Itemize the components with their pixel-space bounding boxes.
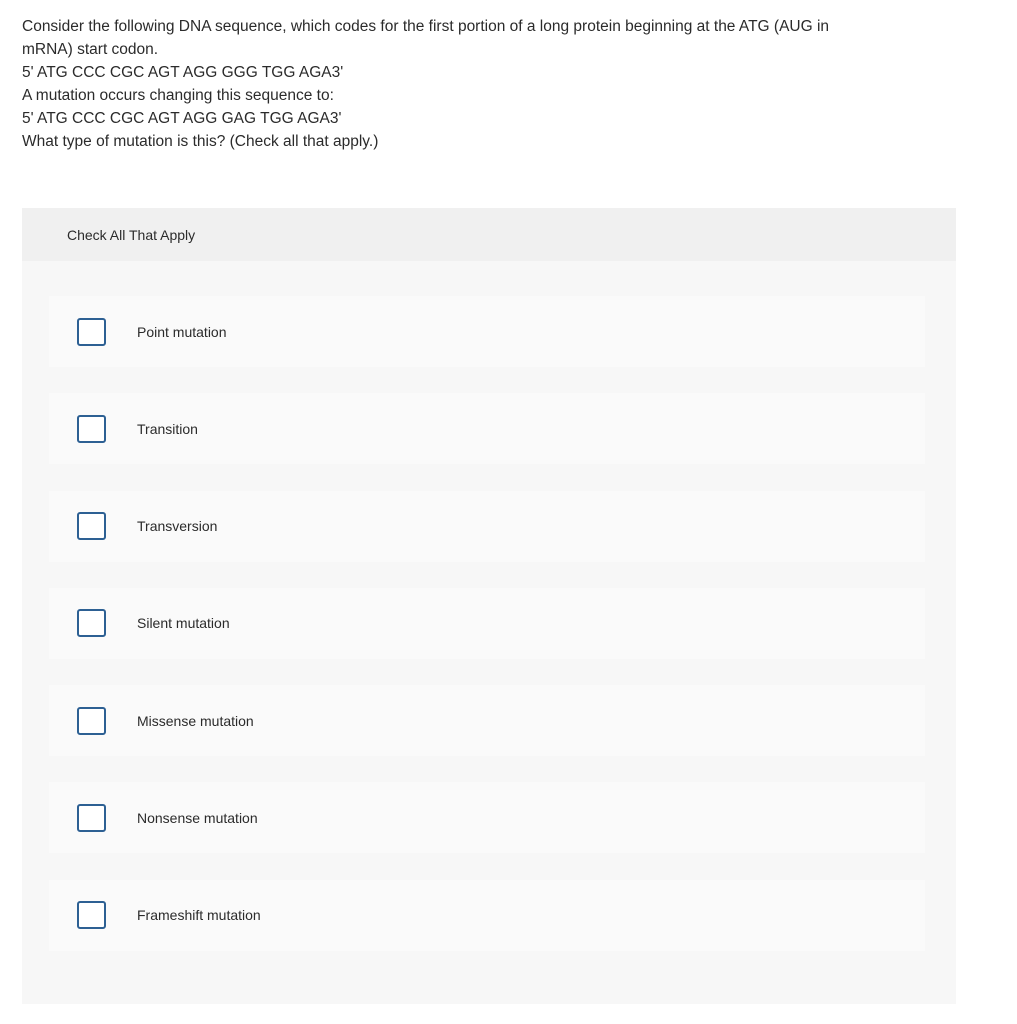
checkbox[interactable] bbox=[77, 707, 106, 735]
question-line-4: A mutation occurs changing this sequence to: bbox=[22, 87, 334, 104]
option-frameshift-mutation[interactable] bbox=[49, 880, 925, 951]
option-transition[interactable] bbox=[49, 393, 925, 464]
option-transversion[interactable] bbox=[49, 491, 925, 562]
checkbox[interactable] bbox=[77, 804, 106, 832]
option-label: Transition bbox=[137, 420, 198, 437]
option-label: Transversion bbox=[137, 518, 218, 535]
answer-panel bbox=[22, 208, 956, 1004]
option-label: Point mutation bbox=[137, 323, 227, 340]
checkbox[interactable] bbox=[77, 318, 106, 346]
question-line-2: mRNA) start codon. bbox=[22, 41, 159, 58]
option-label: Nonsense mutation bbox=[137, 809, 258, 826]
question-prompt: What type of mutation is this? (Check all that apply.) bbox=[22, 133, 379, 150]
question-text bbox=[22, 15, 942, 153]
checkbox[interactable] bbox=[77, 901, 106, 929]
mutated-sequence: 5' ATG CCC CGC AGT AGG GAG TGG AGA3' bbox=[22, 110, 342, 127]
checkbox[interactable] bbox=[77, 512, 106, 540]
original-sequence: 5' ATG CCC CGC AGT AGG GGG TGG AGA3' bbox=[22, 64, 344, 81]
option-missense-mutation[interactable] bbox=[49, 685, 925, 756]
options-list bbox=[49, 296, 925, 977]
option-point-mutation[interactable] bbox=[49, 296, 925, 367]
checkbox[interactable] bbox=[77, 609, 106, 637]
option-silent-mutation[interactable] bbox=[49, 588, 925, 659]
option-label: Silent mutation bbox=[137, 615, 230, 632]
panel-header-label: Check All That Apply bbox=[67, 226, 196, 243]
option-label: Missense mutation bbox=[137, 712, 254, 729]
option-nonsense-mutation[interactable] bbox=[49, 782, 925, 853]
panel-header bbox=[22, 208, 956, 261]
checkbox[interactable] bbox=[77, 415, 106, 443]
question-line-1: Consider the following DNA sequence, which codes for the first portion of a long protein beginning at the ATG (AUG in bbox=[22, 18, 830, 35]
option-label: Frameshift mutation bbox=[137, 907, 261, 924]
